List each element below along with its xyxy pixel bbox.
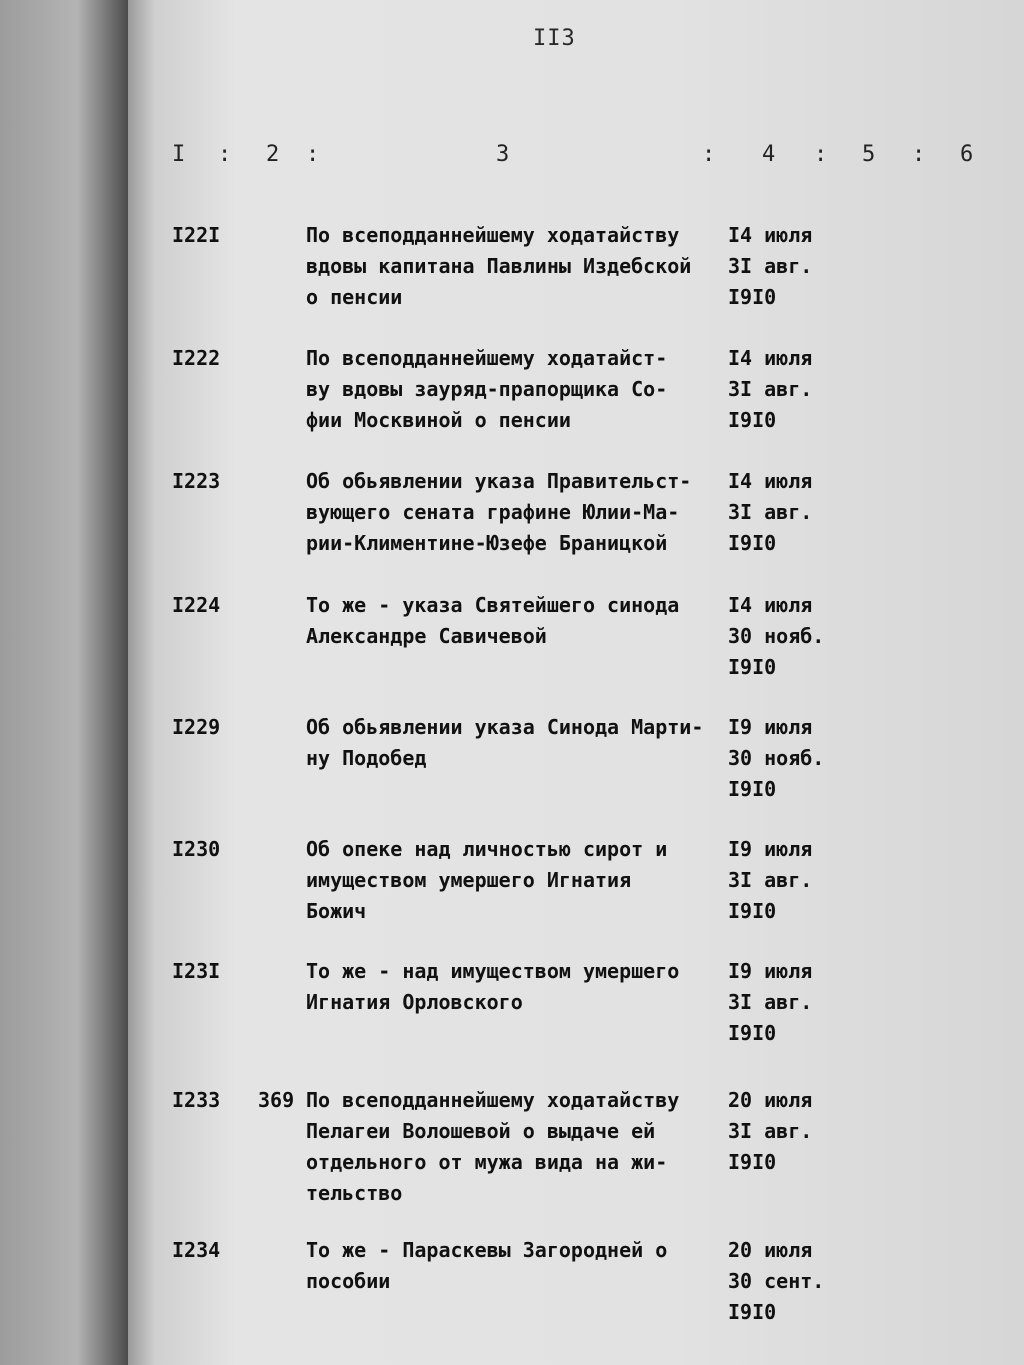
column-separator: : [218, 142, 232, 167]
entry-description: То же - Параскевы Загородней о пособии [306, 1238, 668, 1293]
column-separator: : [912, 142, 926, 167]
entry-number: I223 [172, 469, 221, 493]
entry-dates: I9 июля 3I авг. I9I0 [728, 959, 813, 1045]
entry-description: По всеподданнейшему ходатайст- ву вдовы зауряд-прапорщика Со- фии Москвиной о пенсии [306, 346, 668, 432]
entry-number: I230 [172, 837, 221, 861]
register-entry [128, 834, 1024, 954]
entry-number: I22I [172, 223, 221, 247]
register-entry [128, 590, 1024, 710]
entry-dates: 20 июля 30 сент. I9I0 [728, 1238, 825, 1324]
entry-number: I23I [172, 959, 221, 983]
register-entry [128, 343, 1024, 463]
entry-description: Об обьявлении указа Синода Марти- ну Подобед [306, 715, 704, 770]
register-entry [128, 1085, 1024, 1235]
entry-dates: 20 июля 3I авг. I9I0 [728, 1088, 813, 1174]
entry-description: По всеподданнейшему ходатайству Пелагеи Волошевой о выдаче ей отдельного от мужа вида на жи- тельство [306, 1088, 680, 1205]
entry-dates: I4 июля 30 нояб. I9I0 [728, 593, 825, 679]
entry-description: Об обьявлении указа Правительст- вующего сената графине Юлии-Ма- рии-Климентине-Юзефе Браницкой [306, 469, 692, 555]
column-header-2: 2 [266, 142, 280, 167]
column-separator: : [814, 142, 828, 167]
entry-description: То же - над имуществом умершего Игнатия Орловского [306, 959, 680, 1014]
entry-number: I233 [172, 1088, 221, 1112]
column-header-1: I [172, 142, 186, 167]
column-separator: : [702, 142, 716, 167]
entry-dates: I9 июля 3I авг. I9I0 [728, 837, 813, 923]
register-entry [128, 466, 1024, 586]
entry-description: То же - указа Святейшего синода Александре Савичевой [306, 593, 680, 648]
entry-number: I229 [172, 715, 221, 739]
register-entry [128, 712, 1024, 832]
facing-page-edge [0, 0, 140, 1365]
entry-number: I224 [172, 593, 221, 617]
entry-description: По всеподданнейшему ходатайству вдовы капитана Павлины Издебской о пенсии [306, 223, 692, 309]
column-separator: : [306, 142, 320, 167]
page-number: II3 [533, 26, 576, 51]
register-entry [128, 1235, 1024, 1355]
column-header-6: 6 [960, 142, 974, 167]
column-header-3: 3 [496, 142, 510, 167]
document-page [128, 0, 1024, 1365]
entry-dates: I4 июля 3I авг. I9I0 [728, 469, 813, 555]
entry-dates: I4 июля 3I авг. I9I0 [728, 223, 813, 309]
entry-description: Об опеке над личностью сирот и имуществом умершего Игнатия Божич [306, 837, 668, 923]
register-entry [128, 956, 1024, 1076]
entry-dates: I9 июля 30 нояб. I9I0 [728, 715, 825, 801]
column-header-5: 5 [862, 142, 876, 167]
register-entry [128, 220, 1024, 340]
entry-number: I222 [172, 346, 221, 370]
entry-dates: I4 июля 3I авг. I9I0 [728, 346, 813, 432]
entry-reference: 369 [258, 1088, 295, 1112]
entry-number: I234 [172, 1238, 221, 1262]
column-header-4: 4 [762, 142, 776, 167]
